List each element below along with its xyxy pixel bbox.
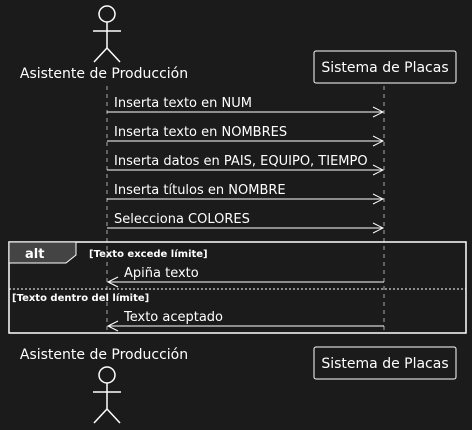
alt-fragment: [9, 242, 466, 333]
system-name-top: Sistema de Placas: [321, 60, 449, 76]
svg-text:Inserta datos en PAIS, EQUIPO,: Inserta datos en PAIS, EQUIPO, TIEMPO: [114, 154, 368, 169]
svg-text:Inserta texto en NUM: Inserta texto en NUM: [114, 96, 252, 111]
alt-message-2: [108, 310, 384, 331]
message-4: [107, 183, 383, 204]
svg-text:Selecciona COLORES: Selecciona COLORES: [114, 212, 250, 227]
svg-text:Texto aceptado: Texto aceptado: [124, 310, 224, 325]
message-5: [107, 212, 383, 233]
message-2: [107, 125, 383, 146]
svg-text:Inserta texto en NOMBRES: Inserta texto en NOMBRES: [114, 125, 288, 140]
alt-message-1: [108, 266, 384, 287]
actor-stick-figure-icon-bottom: [93, 367, 121, 423]
alt-label: alt: [25, 247, 45, 262]
svg-text:Apiña texto: Apiña texto: [124, 266, 199, 281]
alt-guard-1: [Texto excede límite]: [89, 249, 208, 260]
message-3: [107, 154, 383, 175]
actor-name-bottom: Asistente de Producción: [19, 347, 189, 363]
actor-name-top: Asistente de Producción: [19, 66, 189, 82]
actor-stick-figure-icon-top: [93, 6, 121, 62]
message-1: [107, 96, 383, 117]
svg-text:Inserta títulos en NOMBRE: Inserta títulos en NOMBRE: [114, 183, 286, 198]
system-name-bottom: Sistema de Placas: [321, 356, 449, 372]
alt-guard-2: [Texto dentro del límite]: [12, 293, 150, 304]
